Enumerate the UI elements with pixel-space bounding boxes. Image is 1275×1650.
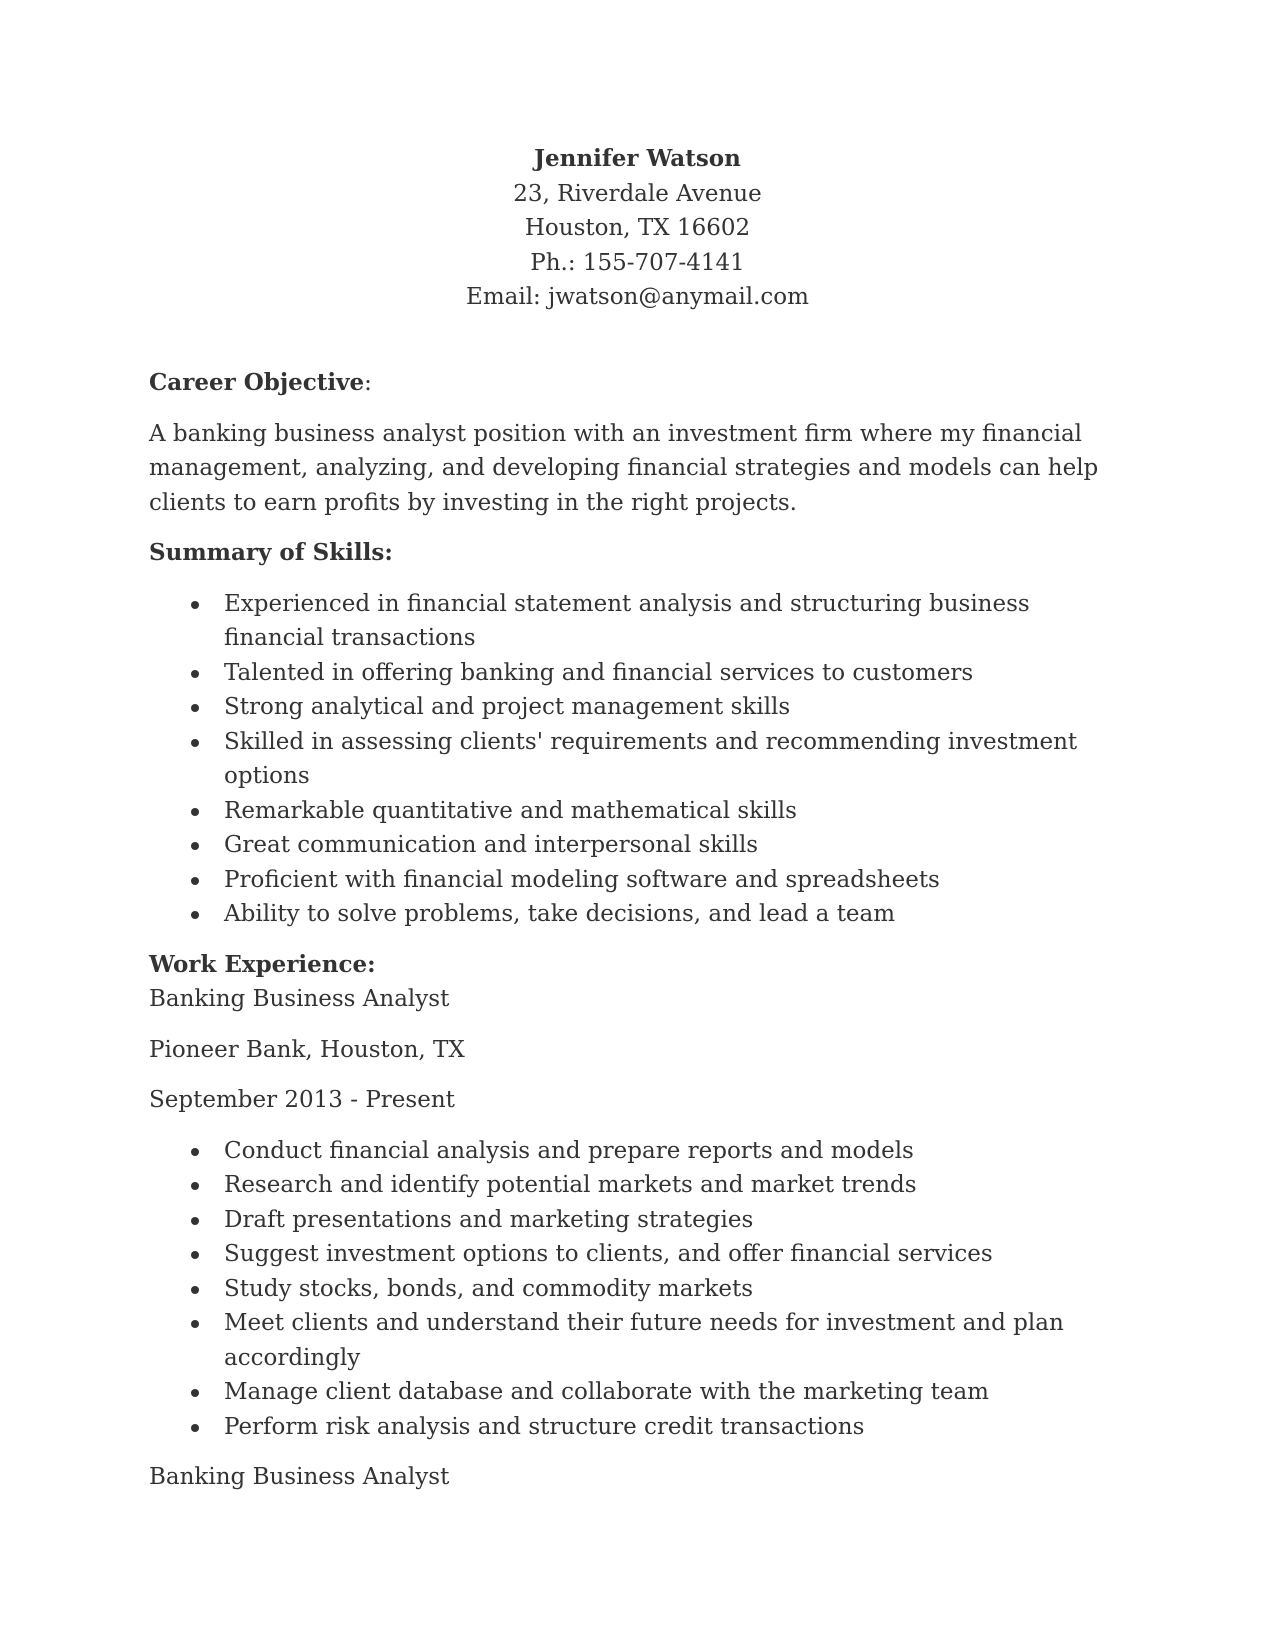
list-item — [149, 897, 1129, 932]
duty-text: Perform risk analysis and structure credit transactions — [224, 1413, 865, 1440]
list-item — [149, 1134, 1129, 1169]
resume-body — [149, 366, 1129, 1511]
address-line-2: Houston, TX 16602 — [524, 215, 751, 241]
list-item — [149, 587, 1129, 656]
skill-text: Great communication and interpersonal skills — [224, 832, 759, 858]
bullet-icon — [191, 1182, 199, 1190]
duty-text: Conduct financial analysis and prepare reports and models — [224, 1137, 914, 1164]
list-item — [149, 1272, 1129, 1307]
duty-text: Suggest investment options to clients, and offer financial services — [224, 1241, 993, 1267]
duty-text: Research and identify potential markets and market trends — [224, 1172, 917, 1198]
bullet-icon — [191, 808, 199, 816]
list-item — [149, 828, 1129, 863]
duty-text: Meet clients and understand their future needs for investment and plan accordingly — [224, 1310, 1064, 1371]
bullet-icon — [191, 601, 199, 609]
list-item — [149, 725, 1129, 794]
list-item — [149, 794, 1129, 829]
skill-text: Ability to solve problems, take decisions, and lead a team — [224, 901, 896, 927]
list-item — [149, 1237, 1129, 1272]
duty-text: Manage client database and collaborate with the marketing team — [224, 1379, 989, 1405]
list-item — [149, 1375, 1129, 1410]
list-item — [149, 656, 1129, 691]
career-objective-text: A banking business analyst position with an investment firm where my financial management, analyzing, and developing financial strategies and models can help clients to earn profits by investing in the right projects. — [149, 420, 1099, 516]
bullet-icon — [191, 1424, 199, 1432]
skills-heading: Summary of Skills: — [149, 539, 393, 566]
bullet-icon — [191, 1148, 199, 1156]
duty-text: Draft presentations and marketing strategies — [224, 1206, 754, 1233]
list-item — [149, 1203, 1129, 1238]
skills-list — [149, 587, 1129, 932]
bullet-icon — [191, 1251, 199, 1259]
email-address: Email: jwatson@anymail.com — [466, 284, 809, 310]
bullet-icon — [191, 911, 199, 919]
skill-text: Remarkable quantitative and mathematical skills — [224, 797, 797, 824]
bullet-icon — [191, 1320, 199, 1328]
bullet-icon — [191, 1286, 199, 1294]
bullet-icon — [191, 739, 199, 747]
duty-text: Study stocks, bonds, and commodity markets — [224, 1275, 753, 1302]
bullet-icon — [191, 670, 199, 678]
skill-text: Proficient with financial modeling software and spreadsheets — [224, 866, 940, 893]
bullet-icon — [191, 1389, 199, 1397]
career-objective-heading-colon: : — [364, 370, 372, 396]
job-duties-list — [149, 1134, 1129, 1445]
job-company: Pioneer Bank, Houston, TX — [149, 1036, 465, 1063]
list-item — [149, 863, 1129, 898]
skill-text: Experienced in financial statement analysis and structuring business financial transactions — [224, 590, 1030, 651]
career-objective-heading — [149, 366, 1129, 401]
work-experience-heading: Work Experience: — [149, 950, 376, 978]
resume-header — [0, 142, 1275, 315]
bullet-icon — [191, 1217, 199, 1225]
list-item — [149, 1168, 1129, 1203]
list-item — [149, 690, 1129, 725]
bullet-icon — [191, 842, 199, 850]
phone-number: Ph.: 155-707-4141 — [530, 249, 745, 276]
career-objective-heading-text: Career Objective — [149, 369, 365, 396]
bullet-icon — [191, 877, 199, 885]
skill-text: Strong analytical and project management skills — [224, 694, 791, 720]
skill-text: Talented in offering banking and financial services to customers — [224, 659, 974, 686]
bullet-icon — [191, 704, 199, 712]
skill-text: Skilled in assessing clients' requirements and recommending investment options — [224, 728, 1078, 789]
list-item — [149, 1306, 1129, 1375]
list-item — [149, 1410, 1129, 1445]
candidate-name: Jennifer Watson — [534, 145, 741, 172]
job-title: Banking Business Analyst — [149, 986, 450, 1012]
address-line-1: 23, Riverdale Avenue — [513, 180, 762, 207]
job-dates: September 2013 - Present — [149, 1087, 455, 1113]
job-title: Banking Business Analyst — [149, 1464, 450, 1490]
